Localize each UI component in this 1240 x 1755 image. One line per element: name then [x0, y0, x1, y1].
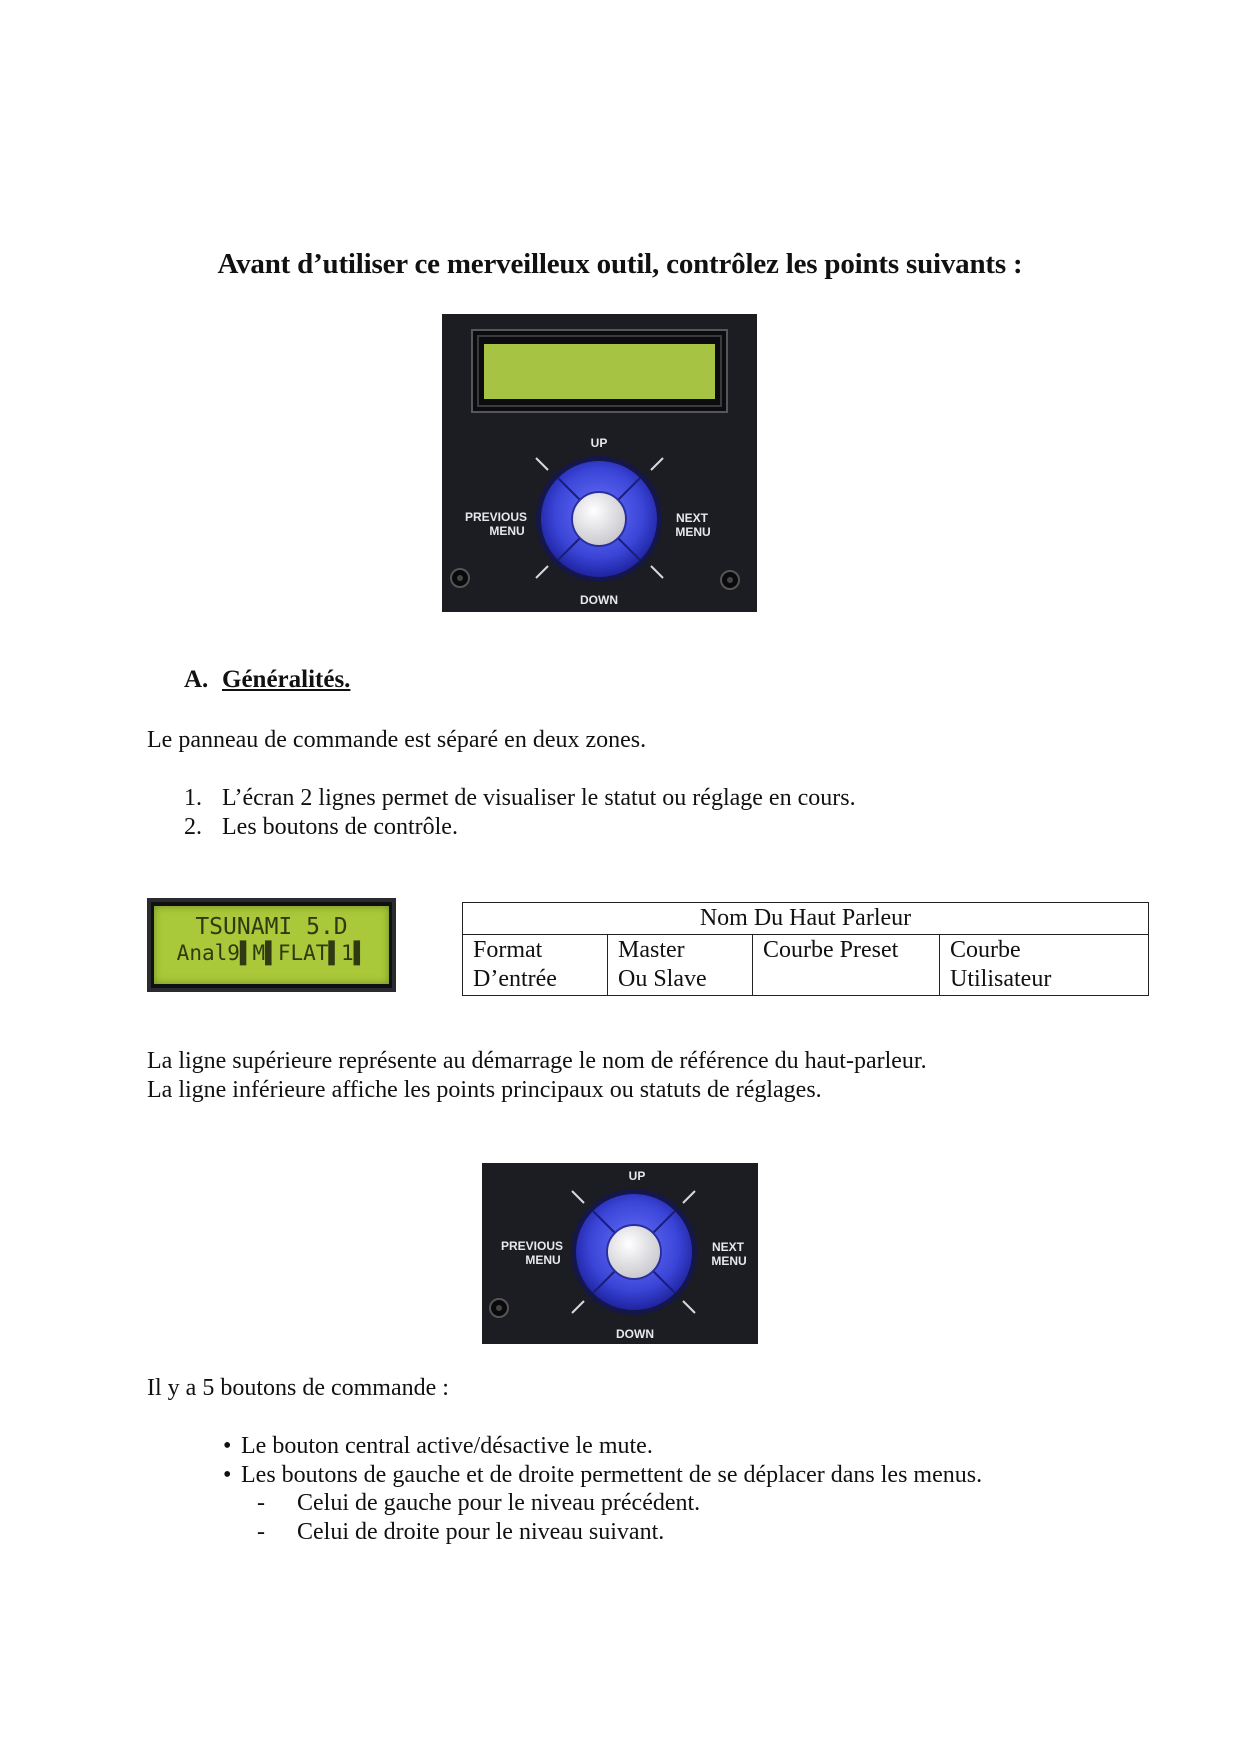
center-mute-button — [572, 492, 626, 546]
next-label: NEXT — [711, 1240, 745, 1254]
next-label: NEXT — [675, 511, 709, 525]
bullet-icon: • — [223, 1462, 232, 1488]
down-label: DOWN — [580, 593, 618, 607]
control-panel-photo — [442, 314, 757, 612]
bullet-icon: • — [223, 1433, 232, 1459]
down-label: DOWN — [616, 1327, 654, 1341]
description-line: La ligne supérieure représente au démarrage le nom de référence du haut-parleur. — [147, 1048, 927, 1074]
table-cell: Courbe Utilisateur — [940, 935, 1149, 996]
bullet-item: • Les boutons de gauche et de droite permettent de se déplacer dans les menus. — [223, 1462, 983, 1488]
lcd-line-1: TSUNAMI 5.D — [195, 914, 348, 940]
center-mute-button — [607, 1225, 661, 1279]
sub-bullet-item: - Celui de droite pour le niveau suivant. — [257, 1519, 665, 1545]
previous-menu-label: MENU — [489, 524, 525, 538]
zones-list-item: 2. Les boutons de contrôle. — [184, 814, 458, 840]
section-label: Généralités. — [222, 666, 351, 693]
previous-menu-label: MENU — [525, 1253, 561, 1267]
section-heading — [184, 666, 350, 694]
next-menu-label: MENU — [711, 1254, 747, 1268]
dash-icon: - — [257, 1519, 265, 1545]
table-header: Nom Du Haut Parleur — [463, 903, 1149, 935]
up-label: UP — [628, 1169, 646, 1183]
display-layout-table — [462, 902, 1149, 996]
table-cell: Courbe Preset — [753, 935, 940, 996]
page-title: Avant d’utiliser ce merveilleux outil, contrôlez les points suivants : — [217, 248, 1023, 280]
next-menu-label: MENU — [675, 525, 711, 539]
bullet-item: • Le bouton central active/désactive le mute. — [223, 1433, 653, 1459]
lcd-display-photo — [147, 898, 396, 992]
previous-label: PREVIOUS — [500, 1239, 564, 1253]
description-line: La ligne inférieure affiche les points principaux ou statuts de réglages. — [147, 1077, 822, 1103]
lcd-line-2: Anal9▌M▌FLAT▌1▌ — [176, 941, 367, 965]
intro-paragraph: Le panneau de commande est séparé en deux zones. — [147, 727, 647, 753]
control-buttons-photo — [482, 1163, 758, 1344]
dash-icon: - — [257, 1490, 265, 1516]
previous-label: PREVIOUS — [464, 510, 528, 524]
sub-bullet-item: - Celui de gauche pour le niveau précédent. — [257, 1490, 701, 1516]
table-cell: Format D’entrée — [463, 935, 608, 996]
section-number: A. — [184, 666, 209, 693]
up-label: UP — [590, 436, 608, 450]
buttons-intro: Il y a 5 boutons de commande : — [147, 1375, 449, 1401]
zones-list-item: 1. L’écran 2 lignes permet de visualiser le statut ou réglage en cours. — [184, 785, 856, 811]
table-cell: Master Ou Slave — [608, 935, 753, 996]
